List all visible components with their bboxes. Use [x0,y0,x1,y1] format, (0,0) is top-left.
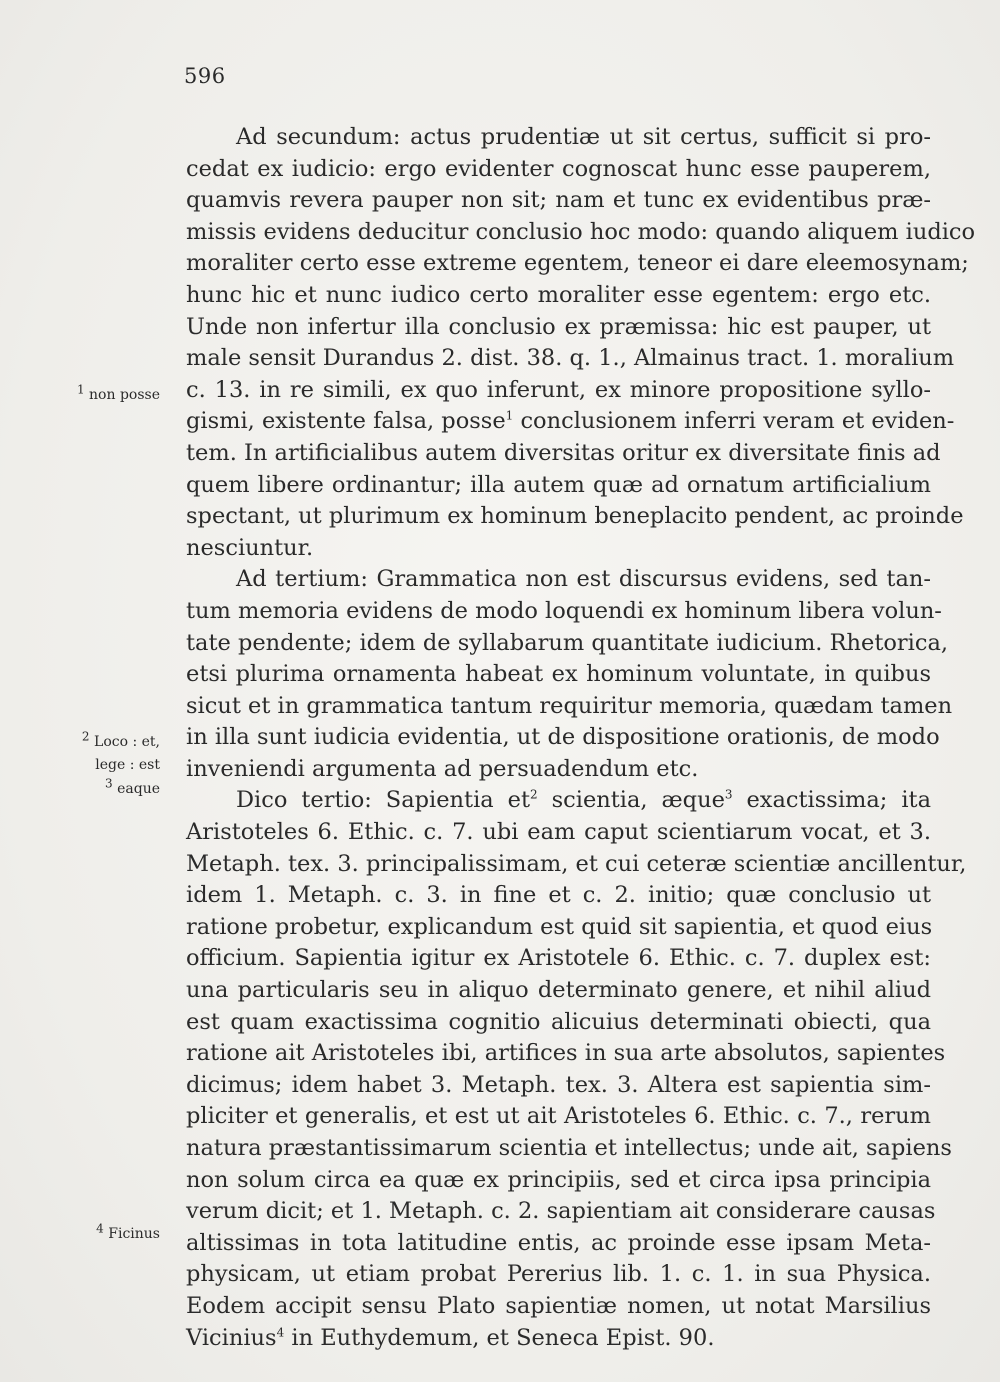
text-line [186,975,931,1007]
line-text: c. 13. in re simili, ex quo inferunt, ex minore propositione syllo- [186,376,931,403]
line-text: Unde non infertur illa conclusio ex præmissa: hic est pauper, ut [186,313,931,340]
text-line [186,185,931,217]
margin-note-text: lege : est [95,757,160,773]
line-text: tum memoria evidens de modo loquendi ex hominum libera volun- [186,597,942,624]
footnote-marker: 3 [724,787,733,802]
line-text: verum dicit; et 1. Metaph. c. 2. sapientiam ait considerare causas [186,1198,936,1225]
text-line [186,312,931,344]
text-line [186,533,931,565]
line-text: missis evidens deducitur conclusio hoc modo: quando aliquem iudico [186,218,976,245]
text-line [186,501,964,533]
text-line [186,1038,946,1070]
margin-note-1 [76,382,160,404]
text-line [186,912,931,944]
text-line [186,880,931,912]
line-text: exactissima; ita [732,787,931,814]
line-text: gismi, existente falsa, posse [186,408,506,435]
text-line [186,596,942,628]
text-line [186,1070,931,1102]
line-text: non solum circa ea quæ ex principiis, sed et circa ipsa principia [186,1166,931,1193]
margin-note-marker: 3 [105,776,113,791]
line-text: ratione probetur, explicandum est quid sit sapientia, et quod eius [186,913,933,940]
text-line [186,406,955,438]
text-line [186,754,931,786]
text-line [186,817,931,849]
body-text [186,122,976,1354]
line-text: Aristoteles 6. Ethic. c. 7. ubi eam caput scientiarum vocat, et 3. [186,819,931,846]
line-text: Dico tertio: Sapientia et [236,787,530,814]
line-text: conclusionem inferri veram et eviden- [513,408,955,435]
footnote-marker: 4 [276,1325,285,1340]
line-text: natura præstantissimarum scientia et intellectus; unde ait, sapiens [186,1135,952,1161]
text-line [186,691,953,723]
line-text: physicam, ut etiam probat Pererius lib. 1. c. 1. in sua Physica. [186,1261,931,1288]
text-line [186,280,931,312]
line-text: inveniendi argumenta ad persuadendum etc. [186,755,699,782]
footnote-marker: 1 [505,408,514,423]
text-line [186,375,931,407]
margin-note-text: non posse [89,387,160,403]
line-text: Ad tertium: Grammatica non est discursus evidens, sed tan- [236,566,931,593]
line-text: spectant, ut plurimum ex hominum beneplacito pendent, ac proinde [186,503,964,530]
line-text: officium. Sapientia igitur ex Aristotele 6. Ethic. c. 7. duplex est: [186,945,931,972]
line-text: dicimus; idem habet 3. Metaph. tex. 3. Altera est sapientia sim- [186,1071,931,1098]
text-line [186,785,931,817]
text-line [186,1323,931,1355]
line-text: sicut et in grammatica tantum requiritur memoria, quædam tamen [186,692,953,719]
margin-notes [0,0,180,1382]
line-text: etsi plurima ornamenta habeat ex hominum voluntate, in quibus [186,661,931,688]
line-text: quamvis revera pauper non sit; nam et tunc ex evidentibus præ- [186,187,931,214]
margin-note-marker: 1 [76,382,85,397]
margin-note-2 [81,729,160,751]
text-line [186,1196,936,1228]
text-line [186,470,931,502]
margin-note-3 [105,776,160,798]
line-text: tate pendente; idem de syllabarum quantitate iudicium. Rhetorica, [186,629,949,656]
margin-note-marker: 2 [81,729,90,744]
line-text: altissimas in tota latitudine entis, ac proinde esse ipsam Meta- [186,1229,931,1256]
line-text: moraliter certo esse extreme egentem, teneor ei dare eleemosynam; [186,250,969,277]
text-line [186,628,949,660]
line-text: Metaph. tex. 3. principalissimam, et cui ceteræ scientiæ ancillentur, [186,850,967,877]
text-line [186,343,955,375]
line-text: scientia, æque [537,787,725,814]
text-line [186,438,941,470]
text-line [186,154,931,186]
line-text: Vicinius [186,1324,277,1351]
line-text: in Euthydemum, et Seneca Epist. 90. [284,1324,715,1351]
margin-note-text: eaque [117,781,160,797]
margin-note-4 [96,1221,160,1243]
text-line [186,943,931,975]
text-line [186,122,931,154]
margin-note-2-continued [95,756,160,774]
text-line [186,1228,931,1260]
text-line [186,1259,931,1291]
margin-note-text: Ficinus [108,1226,160,1242]
line-text: tem. In artificialibus autem diversitas oritur ex diversitate finis ad [186,439,941,466]
page-number: 596 [184,64,226,88]
margin-note-marker: 4 [96,1221,104,1236]
text-line [186,1165,931,1197]
text-line [186,1291,931,1323]
line-text: nesciuntur. [186,534,314,561]
line-text: ratione ait Aristoteles ibi, artifices in sua arte absolutos, sapientes [186,1040,946,1067]
line-text: idem 1. Metaph. c. 3. in fine et c. 2. initio; quæ conclusio ut [186,882,931,909]
line-text: hunc hic et nunc iudico certo moraliter esse egentem: ergo etc. [186,281,931,308]
text-line [186,564,931,596]
margin-note-text: Loco : et, [94,734,160,750]
line-text: cedat ex iudicio: ergo evidenter cognoscat hunc esse pauperem, [186,155,931,182]
line-text: quem libere ordinantur; illa autem quæ ad ornatum artificialium [186,471,931,498]
text-line [186,722,940,754]
line-text: Eodem accipit sensu Plato sapientiæ nomen, ut notat Marsilius [186,1292,931,1319]
line-text: una particularis seu in aliquo determinato genere, et nihil aliud [186,977,931,1004]
line-text: est quam exactissima cognitio alicuius determinati obiecti, qua [186,1008,931,1035]
line-text: Ad secundum: actus prudentiæ ut sit certus, sufficit si pro- [236,124,931,150]
line-text: male sensit Durandus 2. dist. 38. q. 1., Almainus tract. 1. moralium [186,345,955,372]
line-text: in illa sunt iudicia evidentia, ut de dispositione orationis, de modo [186,724,940,751]
footnote-marker: 2 [530,787,538,802]
text-line [186,1101,931,1133]
text-line [186,849,967,881]
text-line [186,1007,931,1039]
text-line [186,659,931,691]
text-line [186,248,969,280]
text-line [186,217,976,249]
line-text: pliciter et generalis, et est ut ait Aristoteles 6. Ethic. c. 7., rerum [186,1103,931,1130]
text-line [186,1133,952,1165]
